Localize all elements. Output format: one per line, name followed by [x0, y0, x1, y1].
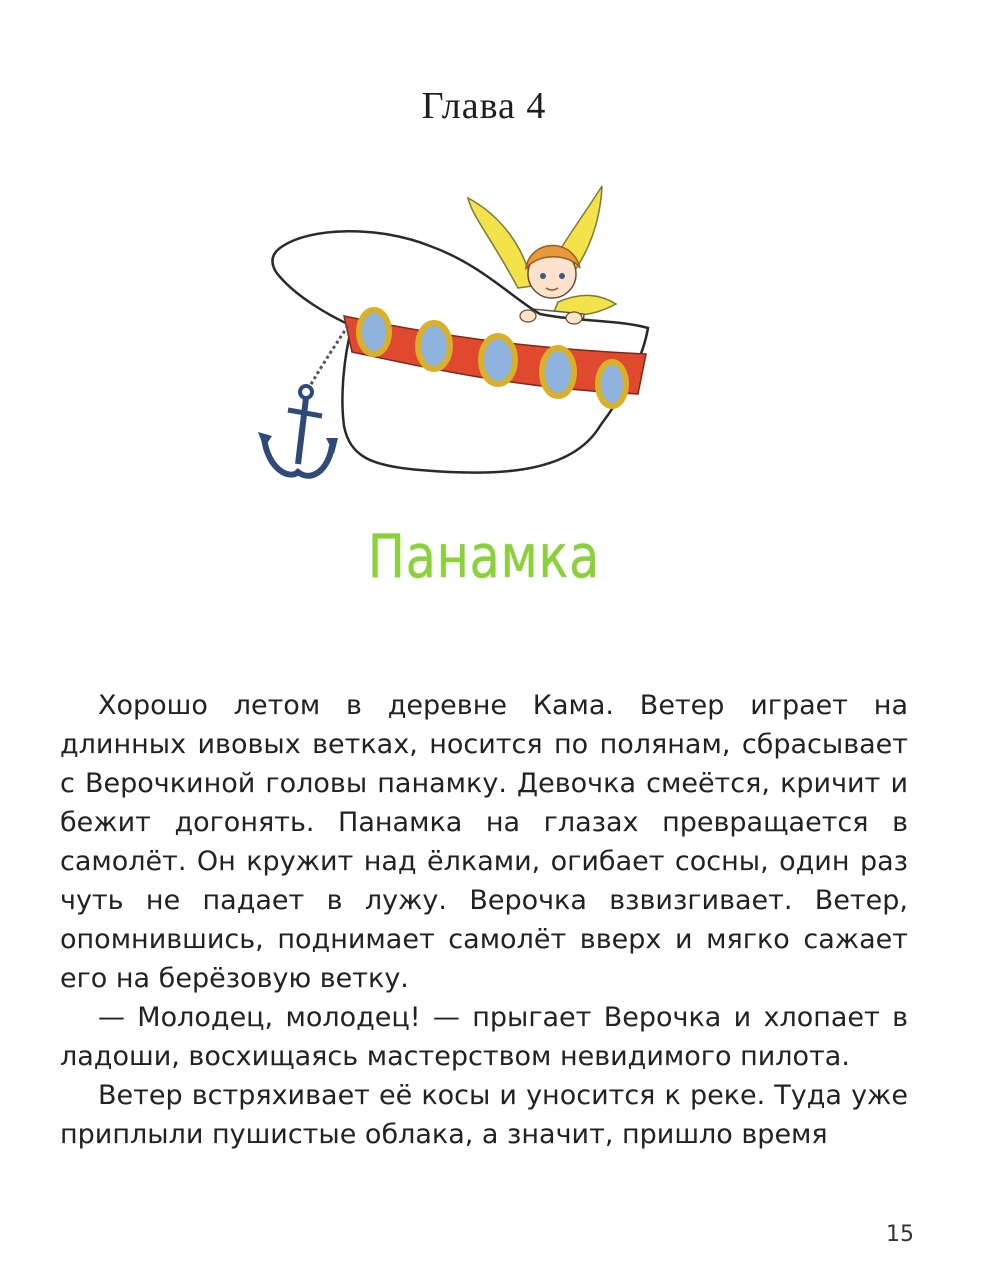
story-title: Панамка [367, 522, 601, 592]
hat-boat [273, 231, 648, 472]
porthole [598, 362, 626, 406]
porthole [481, 336, 515, 384]
porthole [418, 323, 450, 369]
fairy-in-hat-boat-illustration [240, 176, 670, 506]
paragraph: Хорошо летом в деревне Кама. Ветер играет на длинных ивовых ветках, носится по полянам, сбрасывает с Верочкиной головы панамку. Девочка смеётся, кричит и бежит догонять. Панамка на глазах превращается в самолёт. Он кружит над ёлками, огибает сосны, один раз чуть не падает в лужу. Верочка взвизгивает. Ветер, опомнившись, поднимает самолёт вверх и мягко сажает его на берёзовую ветку. [60, 690, 908, 994]
chapter-heading: Глава 4 [421, 85, 547, 127]
paragraph: — Молодец, молодец! — прыгает Верочка и хлопает в ладоши, восхищаясь мастерством невидимого пилота. [60, 1002, 908, 1072]
story-text [60, 686, 908, 1154]
porthole [542, 348, 574, 396]
anchor-icon [258, 386, 338, 476]
page-number: 15 [886, 1222, 914, 1247]
paragraph: Ветер встряхивает её косы и уносится к реке. Туда уже приплыли пушистые облака, а значит, пришло время [60, 1080, 908, 1150]
porthole [359, 310, 389, 354]
